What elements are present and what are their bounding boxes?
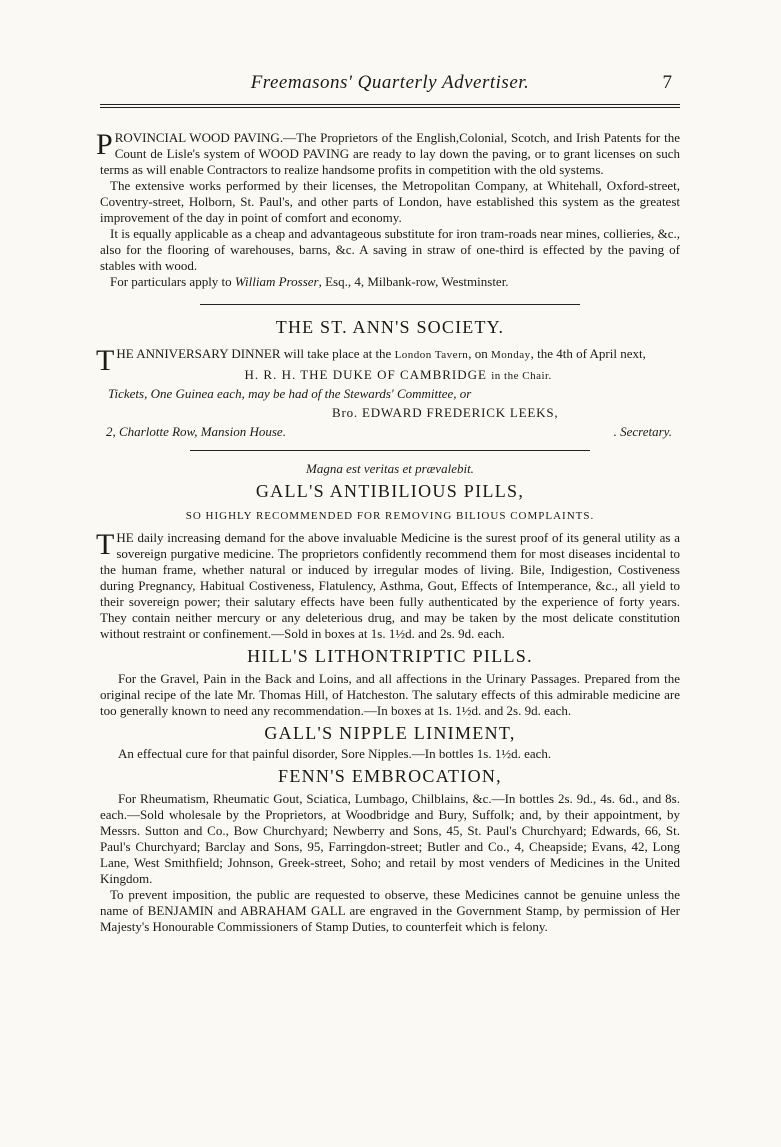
wood-paving-intro: PROVINCIAL WOOD PAVING.—The Proprietors of the English,Colonial, Scotch, and Irish Patents for the Count de Lisle's system of WOOD PAVING are ready to lay down the paving, or to grant licenses on such terms as will enable Contractors to realize handsome profits in competition with the old systems. (96, 128, 680, 177)
st-anns-society-advert (96, 317, 680, 440)
wood-paving-uses: It is equally applicable as a cheap and advantageous substitute for iron tram-roads near mines, collieries, &c., also for the flooring of warehouses, barns, &c. A saving in straw of one-third is effected by the paving of stables with wood. (100, 226, 680, 273)
st-anns-heading: THE ST. ANN'S SOCIETY. (275, 317, 505, 337)
st-anns-tickets: Tickets, One Guinea each, may be had of the Stewards' Committee, or (108, 386, 472, 401)
st-anns-secretary-name: Bro. EDWARD FREDERICK LEEKS, (332, 405, 559, 420)
galls-pills-body: THE daily increasing demand for the above invaluable Medicine is the surest proof of its general utility as a sovereign purgative medicine. The proprietors confidently recommend them for most diseases incidental to the human frame, whether natural or induced by irregular modes of living. Bile, Indigestion, Costiveness during Pregnancy, Habitual Costiveness, Flatulency, Asthma, Gout, Effects of Intemperance, &c., all yield to their sovereign power; their salutary effects have been fully authenticated by the experience of forty years. They contain neither mercury or any deleterious drug, and may be taken by the most delicate constitution without restraint or confinement.—Sold in boxes at 1s. 1½d. and 2s. 9d. each. (96, 528, 680, 641)
hills-pills-body: For the Gravel, Pain in the Back and Loins, and all affections in the Urinary Passages. Prepared from the original recipe of the late Mr. Thomas Hill, of Hatcheston. The salutary effects of this admirable medicine are too generally known to need any recommendation.—In boxes at 1s. 1½d. and 2s. 9d. each. (100, 671, 680, 718)
nipple-liniment-heading: GALL'S NIPPLE LINIMENT, (264, 723, 516, 743)
drop-cap: T (96, 528, 115, 561)
page-number: 7 (662, 72, 672, 93)
hills-pills-heading: HILL'S LITHONTRIPTIC PILLS. (247, 646, 533, 666)
fenns-embrocation-advert (100, 766, 680, 935)
galls-antibilious-advert (96, 461, 680, 642)
nipple-liniment-body: An effectual cure for that painful disorder, Sore Nipples.—In bottles 1s. 1½d. each. (118, 746, 552, 761)
nipple-liniment-advert (100, 723, 680, 762)
st-anns-dinner: THE ANNIVERSARY DINNER will take place at the London Tavern, on Monday, the 4th of April next, (96, 344, 646, 377)
st-anns-address-row (100, 423, 680, 440)
section-divider (190, 450, 590, 451)
galls-pills-subheading: SO HIGHLY RECOMMENDED FOR REMOVING BILIOUS COMPLAINTS. (185, 510, 595, 522)
header-title: Freemasons' Quarterly Advertiser. (250, 72, 530, 93)
wood-paving-contact: For particulars apply to William Prosser, Esq., 4, Milbank-row, Westminster. (110, 274, 509, 289)
fenns-embrocation-caution: To prevent imposition, the public are requested to observe, these Medicines cannot be genuine unless the name of BENJAMIN and ABRAHAM GALL are engraved in the Government Stamp, by permission of Her Majesty's Honourable Commissioners of Stamp Duties, to counterfeit which is felony. (100, 887, 680, 934)
st-anns-secretary-label: . Secretary. (613, 424, 672, 439)
hills-pills-advert (100, 646, 680, 719)
st-anns-chair: H. R. H. THE DUKE OF CAMBRIDGE in the Chair. (244, 367, 552, 382)
galls-pills-heading: GALL'S ANTIBILIOUS PILLS, (255, 481, 525, 501)
fenns-embrocation-heading: FENN'S EMBROCATION, (278, 766, 502, 786)
st-anns-address: 2, Charlotte Row, Mansion House. (106, 424, 286, 439)
wood-paving-advert (96, 128, 680, 290)
header-rule (100, 104, 680, 108)
fenns-embrocation-body: For Rheumatism, Rheumatic Gout, Sciatica, Lumbago, Chilblains, &c.—In bottles 2s. 9d., 4s. 6d., and 8s. each.—Sold wholesale by the Proprietors, at Woodbridge and Bury, Suffolk; and, by their appointment, by Messrs. Sutton and Co., Bow Churchyard; Newberry and Sons, 45, St. Paul's Churchyard; Edwards, 66, St. Paul's Churchyard; Barclay and Sons, 95, Farringdon-street; Butler and Co., 4, Cheapside; Evans, 42, Long Lane, West Smithfield; Johnson, Greek-street, Soho; and retail by most venders of Medicines in the United Kingdom. (100, 791, 680, 886)
drop-cap: P (96, 128, 113, 161)
running-header (100, 72, 680, 100)
wood-paving-works: The extensive works performed by their licenses, the Metropolitan Company, at Whitehall, Oxford-street, Coventry-street, Holborn, St. Paul's, and other parts of London, have established this system as the greatest improvement of the day in point of comfort and economy. (100, 178, 680, 225)
section-divider (200, 304, 580, 305)
page (96, 72, 680, 935)
drop-cap: T (96, 344, 115, 377)
motto: Magna est veritas et prævalebit. (306, 461, 474, 476)
